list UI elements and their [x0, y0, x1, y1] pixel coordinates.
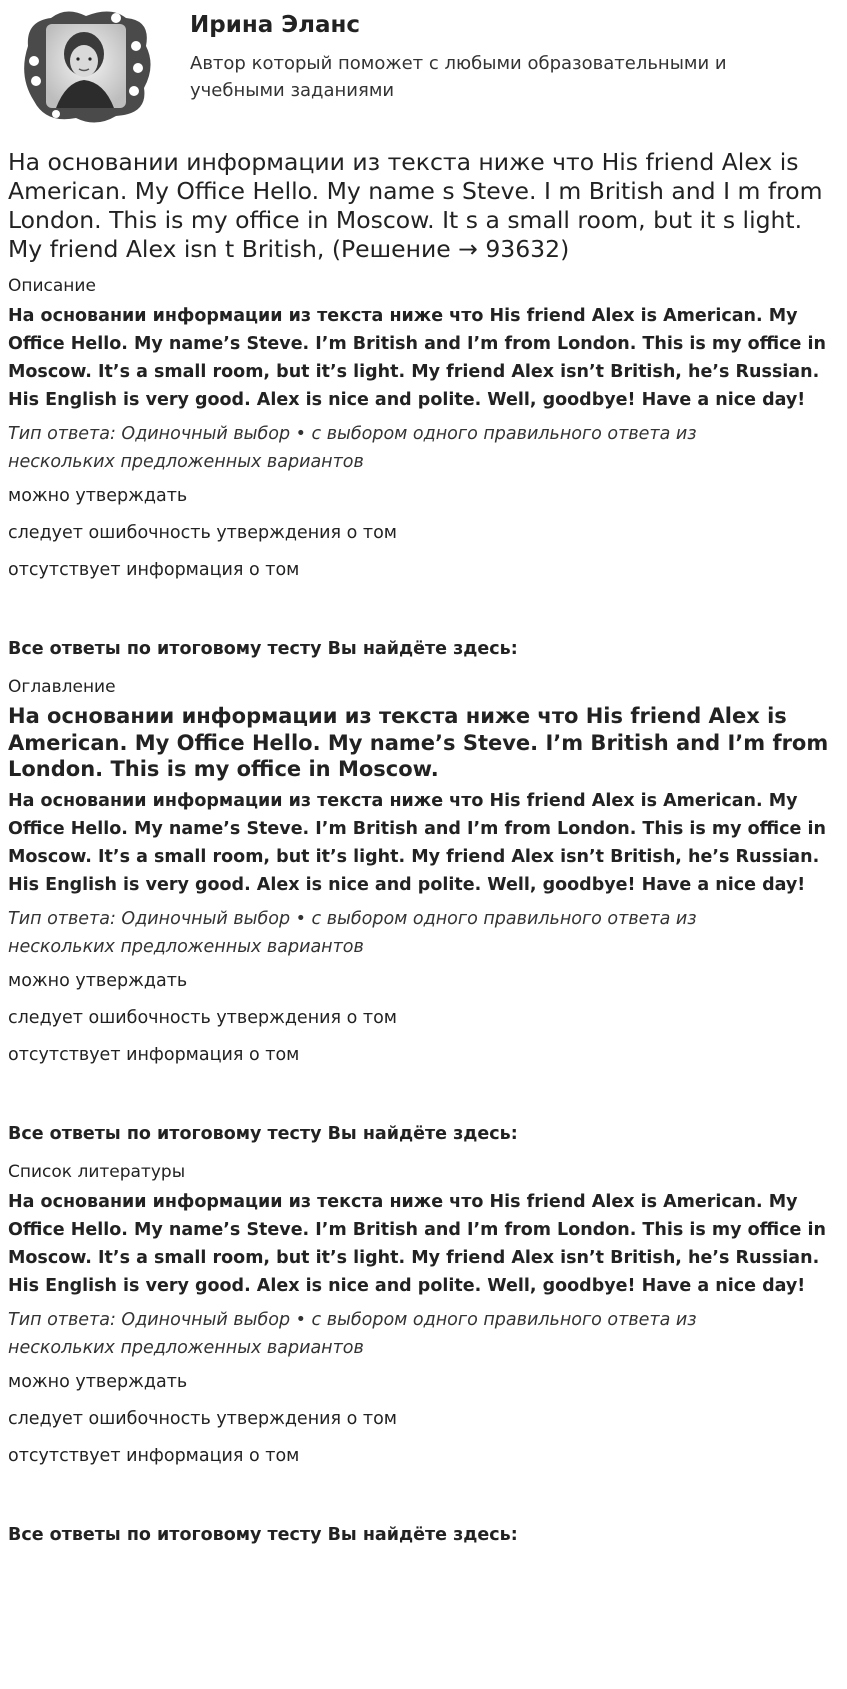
page-title: На основании информации из текста ниже что His friend Alex is American. My Office Hello. My name s Steve. I m British and I m from London. This is my office in Moscow. It s a small room, but it s light. My friend Alex isn t British, (Решение → 93632): [8, 148, 823, 263]
author-card: [8, 0, 839, 130]
option-item: можно утверждать: [8, 970, 188, 991]
option-item: отсутствует информация о том: [8, 1044, 300, 1065]
author-name[interactable]: Ирина Эланс: [190, 12, 361, 38]
option-item: можно утверждать: [8, 486, 188, 506]
author-description: Автор который поможет с любыми образовательными и учебными заданиями: [190, 53, 727, 101]
all-answers-link[interactable]: Все ответы по итоговому тесту Вы найдёте здесь:: [8, 639, 518, 659]
section-label: Оглавление: [8, 677, 116, 697]
options-list: [8, 484, 839, 582]
section-label: Описание: [8, 276, 96, 296]
option-item: можно утверждать: [8, 1371, 188, 1392]
section-label: Список литературы: [8, 1161, 186, 1182]
options-list: [8, 1370, 839, 1468]
option-item: следует ошибочность утверждения о том: [8, 523, 397, 543]
options-list: [8, 969, 839, 1067]
answer-type: Тип ответа: Одиночный выбор • с выбором одного правильного ответа из нескольких предложенных вариантов: [8, 424, 697, 472]
toc-heading: На основании информации из текста ниже что His friend Alex is American. My Office Hello. My name’s Steve. I’m British and I’m from London. This is my office in Moscow.: [8, 704, 829, 781]
content-block-references: [8, 1160, 839, 1547]
all-answers-link[interactable]: Все ответы по итоговому тесту Вы найдёте здесь:: [8, 1524, 518, 1545]
question-text: На основании информации из текста ниже что His friend Alex is American. My Office Hello. My name’s Steve. I’m British and I’m from London. This is my office in Moscow. It’s a small room, but it’s light. My friend Alex isn’t British, he’s Russian. His English is very good. Alex is nice and polite. Well, goodbye! Have a nice day!: [8, 790, 826, 895]
content-block-toc: [8, 675, 839, 1146]
question-text: На основании информации из текста ниже что His friend Alex is American. My Office Hello. My name’s Steve. I’m British and I’m from London. This is my office in Moscow. It’s a small room, but it’s light. My friend Alex isn’t British, he’s Russian. His English is very good. Alex is nice and polite. Well, goodbye! Have a nice day!: [8, 306, 826, 410]
option-item: следует ошибочность утверждения о том: [8, 1408, 397, 1429]
answer-type: Тип ответа: Одиночный выбор • с выбором одного правильного ответа из нескольких предложенных вариантов: [8, 908, 697, 957]
option-item: следует ошибочность утверждения о том: [8, 1007, 397, 1028]
answer-type: Тип ответа: Одиночный выбор • с выбором одного правильного ответа из нескольких предложенных вариантов: [8, 1309, 697, 1358]
author-avatar[interactable]: [16, 6, 156, 126]
option-item: отсутствует информация о том: [8, 560, 300, 580]
option-item: отсутствует информация о том: [8, 1445, 300, 1466]
all-answers-link[interactable]: Все ответы по итоговому тесту Вы найдёте здесь:: [8, 1123, 518, 1144]
content-block-description: [8, 274, 839, 661]
question-text: На основании информации из текста ниже что His friend Alex is American. My Office Hello. My name’s Steve. I’m British and I’m from London. This is my office in Moscow. It’s a small room, but it’s light. My friend Alex isn’t British, he’s Russian. His English is very good. Alex is nice and polite. Well, goodbye! Have a nice day!: [8, 1191, 826, 1296]
